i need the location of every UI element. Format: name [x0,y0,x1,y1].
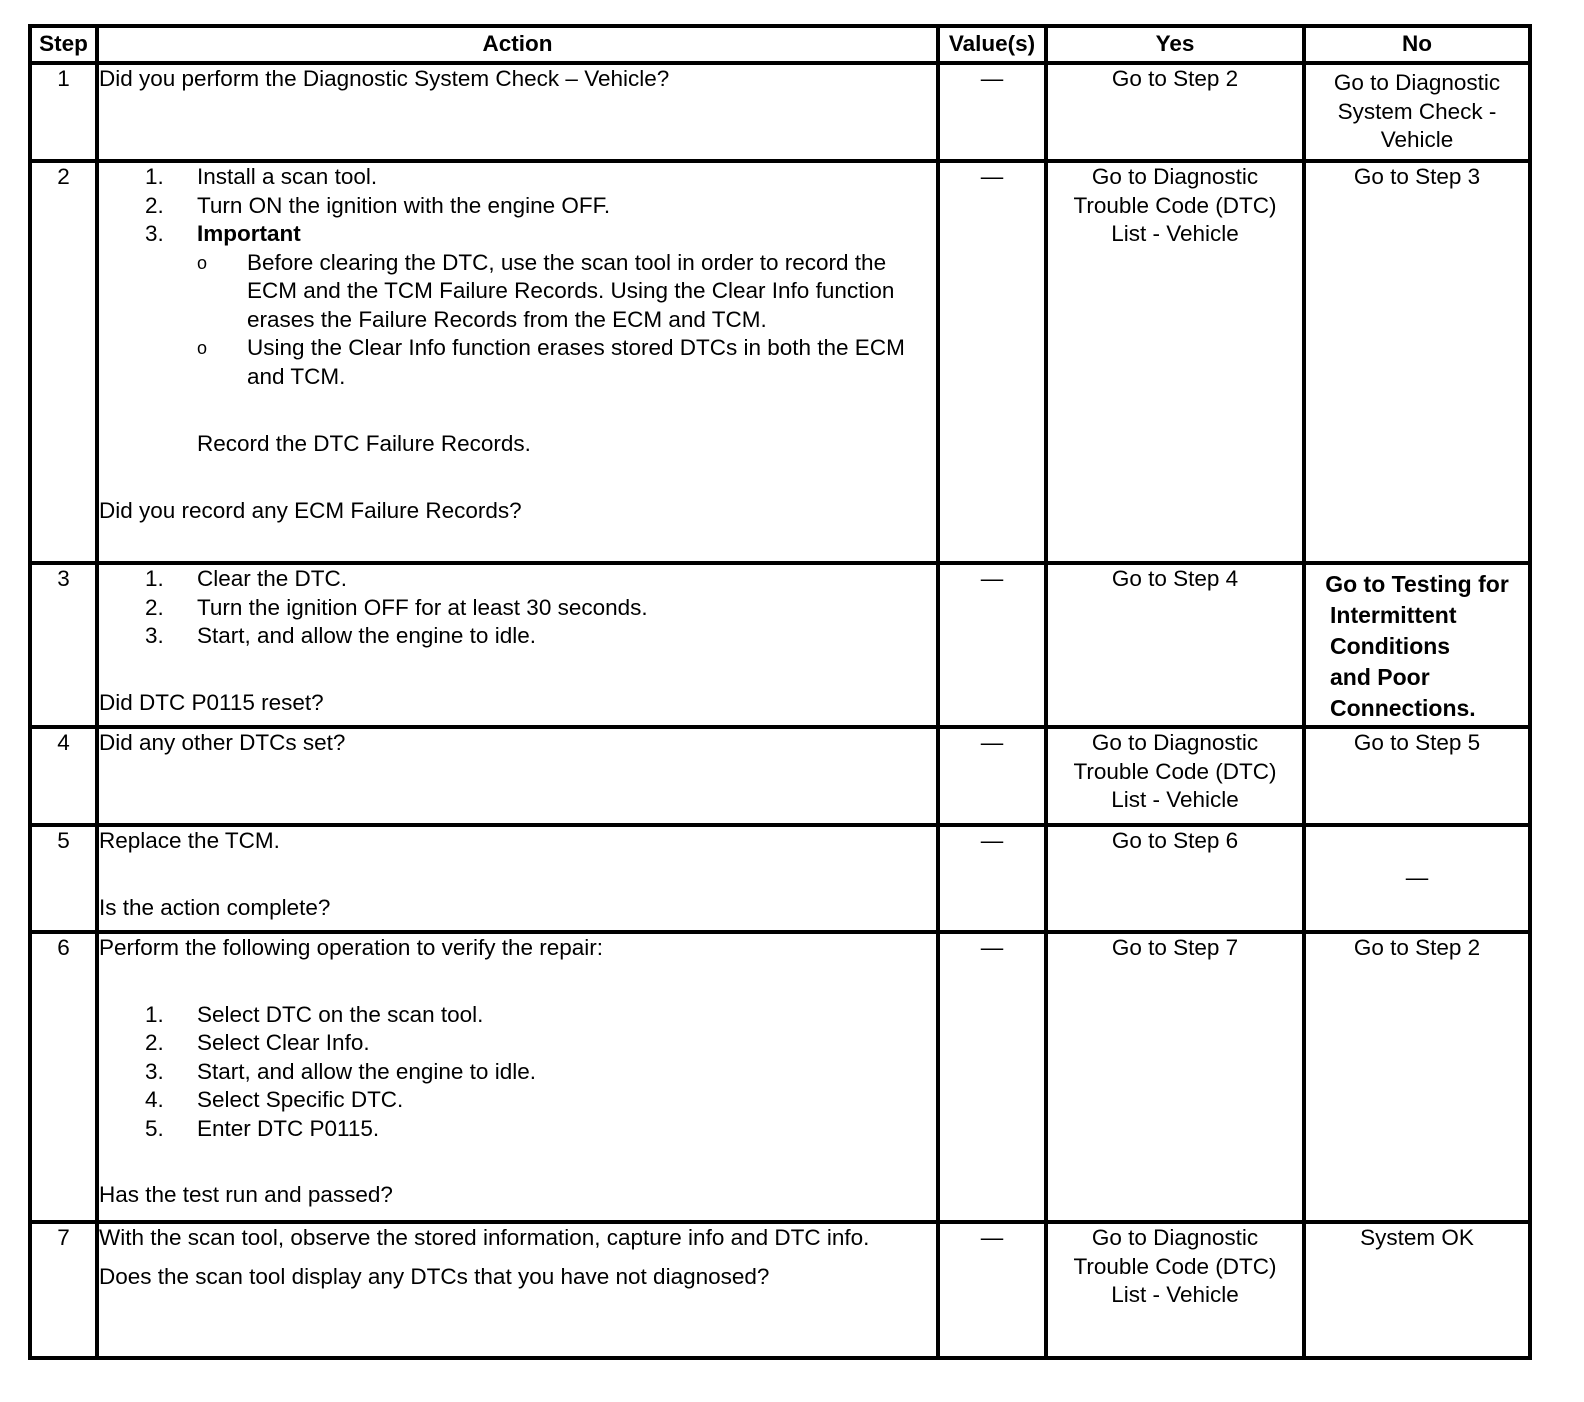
value-cell: — [938,825,1046,932]
table-row-step-2 [30,161,1530,563]
action-question: Did you record any ECM Failure Records? [99,497,522,523]
step-number: 3 [30,563,97,727]
list-item: o Before clearing the DTC, use the scan tool in order to record the ECM and the TCM Failure Records. Using the Clear Info function erases the Failure Records from the ECM and TCM. [99,249,936,335]
list-item: 2. Select Clear Info. [145,1030,370,1055]
table-row-step-7 [30,1222,1530,1358]
list-item: 3. Start, and allow the engine to idle. [145,623,536,648]
yes-cell: Go to Step 2 [1046,63,1304,161]
action-cell [97,825,938,932]
no-line: Intermittent [1330,602,1457,628]
no-cell: Go to Step 3 [1304,161,1530,563]
list-item: 3. Important [145,221,301,246]
value-cell: — [938,1222,1046,1358]
no-cell: Go to Step 2 [1304,932,1530,1222]
list-item: 1. Select DTC on the scan tool. [145,1001,484,1027]
list-item: 2. Turn ON the ignition with the engine OFF. [145,192,611,218]
step-number: 7 [30,1222,97,1358]
no-line: and Poor [1330,664,1430,690]
circle-bullet-icon: o [197,338,208,358]
list-item: o Using the Clear Info function erases stored DTCs in both the ECM and TCM. [99,334,936,391]
yes-line: List - Vehicle [1111,221,1239,246]
yes-cell: Go to Step 7 [1046,932,1304,1222]
bullet-list [99,249,936,392]
step-number: 6 [30,932,97,1222]
numbered-list [99,163,936,249]
header-action: Action [97,26,938,63]
no-cell [1304,563,1530,727]
yes-line: Trouble Code (DTC) [1073,1253,1277,1279]
yes-line: Go to Diagnostic [1091,1225,1259,1250]
list-item: 1. Clear the DTC. [145,566,348,591]
value-cell: — [938,161,1046,563]
numbered-list [99,1001,936,1144]
action-cell [97,563,938,727]
action-question: Did any other DTCs set? [99,730,346,755]
action-question: Did you perform the Diagnostic System Check – Vehicle? [99,66,670,91]
list-item: 1. Install a scan tool. [145,164,378,189]
table-row-step-1 [30,63,1530,161]
yes-line: Go to Diagnostic [1091,730,1259,755]
step-number: 1 [30,63,97,161]
list-item: 4. Select Specific DTC. [145,1087,404,1112]
value-cell: — [938,563,1046,727]
header-step: Step [30,26,97,63]
diagnostic-table [28,24,1532,1360]
header-row [30,26,1530,63]
yes-line: List - Vehicle [1111,1282,1239,1307]
action-note: Record the DTC Failure Records. [197,431,531,456]
yes-line: Trouble Code (DTC) [1073,758,1277,784]
no-cell: — [1304,825,1530,932]
header-yes: Yes [1046,26,1304,63]
no-line: Go to Diagnostic [1333,70,1501,95]
action-question: Does the scan tool display any DTCs that you have not diagnosed? [99,1263,770,1289]
value-cell: — [938,63,1046,161]
action-cell [97,727,938,825]
yes-line: Trouble Code (DTC) [1073,192,1277,218]
action-cell [97,1222,938,1358]
action-text: Perform the following operation to verify the repair: [99,935,603,960]
table-row-step-3 [30,563,1530,727]
no-line: Connections. [1330,695,1476,721]
action-question: Did DTC P0115 reset? [99,689,324,715]
action-text: With the scan tool, observe the stored information, capture info and DTC info. [99,1225,870,1250]
action-text: Replace the TCM. [99,828,280,853]
action-question: Has the test run and passed? [99,1182,393,1207]
no-line: System Check - [1337,98,1497,124]
step-number: 4 [30,727,97,825]
yes-cell [1046,727,1304,825]
header-no: No [1304,26,1530,63]
yes-line: Go to Diagnostic [1091,164,1259,189]
action-cell [97,161,938,563]
yes-cell: Go to Step 4 [1046,563,1304,727]
yes-cell [1046,1222,1304,1358]
table-row-step-6 [30,932,1530,1222]
step-number: 5 [30,825,97,932]
step-number: 2 [30,161,97,563]
numbered-list [99,565,936,651]
yes-cell [1046,161,1304,563]
yes-cell: Go to Step 6 [1046,825,1304,932]
no-line: Vehicle [1380,127,1454,152]
no-line: Conditions [1330,633,1451,659]
no-cell: System OK [1304,1222,1530,1358]
no-cell [1304,63,1530,161]
list-item: 5. Enter DTC P0115. [145,1115,380,1141]
table-row-step-4 [30,727,1530,825]
value-cell: — [938,727,1046,825]
circle-bullet-icon: o [197,252,208,273]
header-values: Value(s) [938,26,1046,63]
no-cell: Go to Step 5 [1304,727,1530,825]
list-item: 3. Start, and allow the engine to idle. [145,1058,536,1084]
yes-line: List - Vehicle [1111,787,1239,812]
action-cell [97,932,938,1222]
value-cell: — [938,932,1046,1222]
list-item: 2. Turn the ignition OFF for at least 30 seconds. [145,594,648,620]
no-line: Go to Testing for [1325,571,1509,597]
action-cell [97,63,938,161]
table-row-step-5 [30,825,1530,932]
action-question: Is the action complete? [99,894,331,920]
